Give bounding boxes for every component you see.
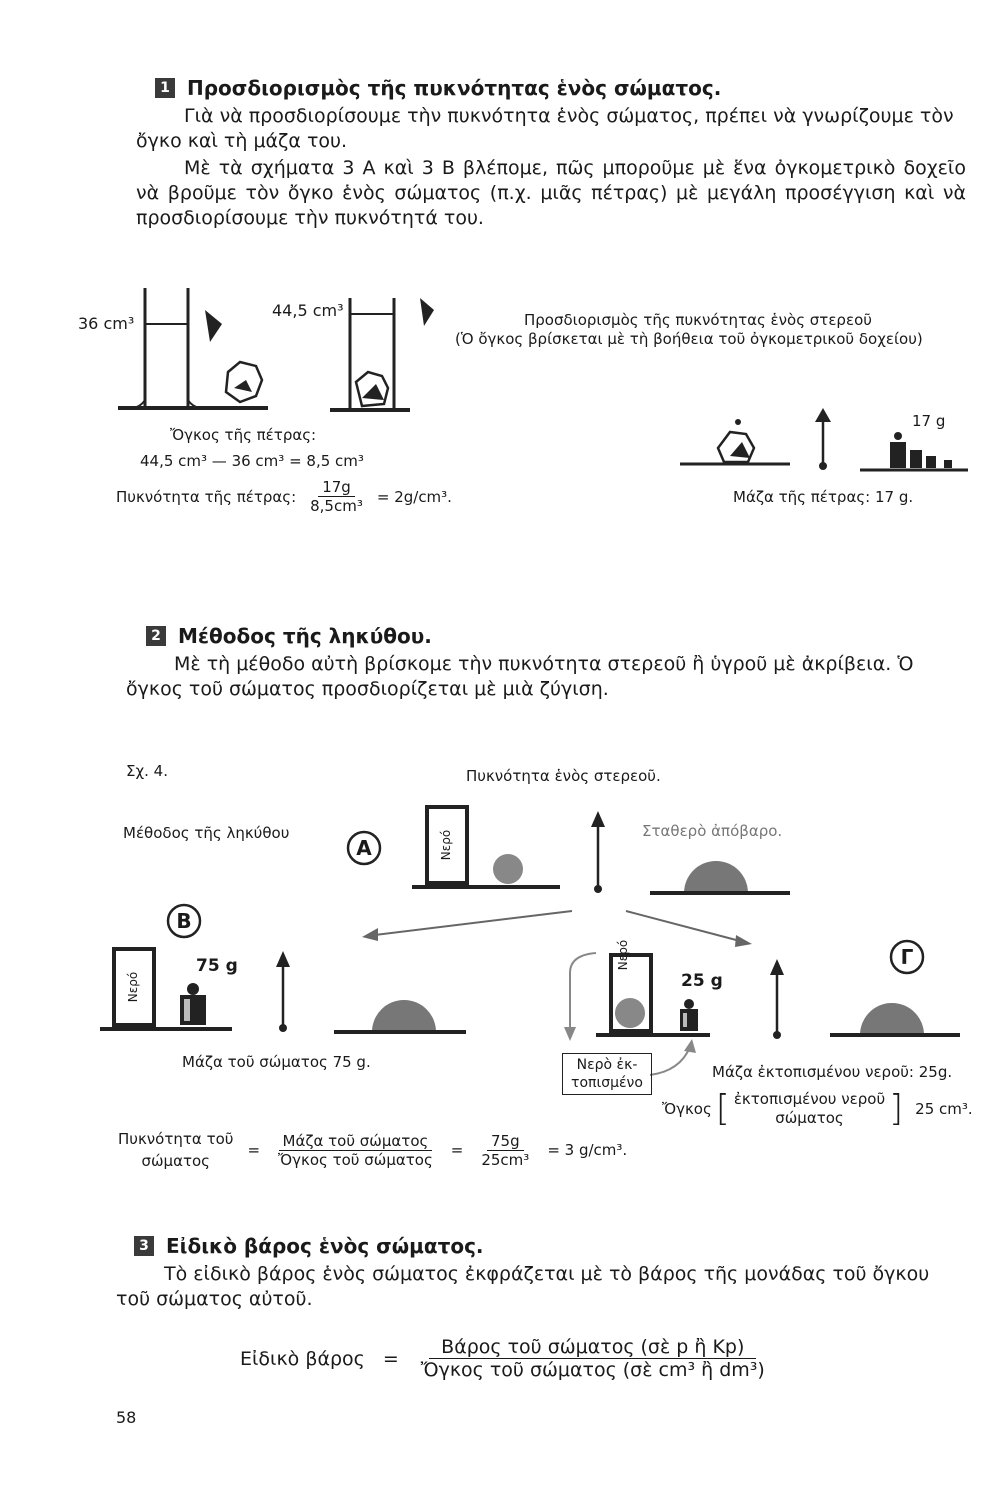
density-fraction-values — [477, 1132, 533, 1169]
specific-weight-eq: = — [382, 1347, 399, 1370]
displaced-water-box: Νερὸ ἐκ-τοπισμένο — [562, 1053, 652, 1095]
weight-75g-icon — [180, 983, 206, 1025]
section2-heading — [146, 624, 432, 648]
density-numerator-value: 75g — [487, 1132, 524, 1151]
tare-a — [684, 861, 748, 893]
specific-weight-numerator: Βάρος τοῦ σώματος (σὲ p ἢ Kp) — [429, 1336, 756, 1359]
specific-weight-fraction — [417, 1336, 769, 1381]
body-mass-label: Μάζα τοῦ σώματος 75 g. — [182, 1053, 371, 1071]
volume-label-36: 36 cm³ — [78, 314, 135, 333]
weights-icon — [860, 432, 968, 470]
figure3-caption-line2: (Ὁ ὄγκος βρίσκεται μὲ τὴ βοήθεια τοῦ ὀγκομετρικοῦ δοχείου) — [455, 330, 923, 348]
section1-para2: Μὲ τὰ σχήματα 3 Α καὶ 3 Β βλέπομε, πῶς μποροῦμε μὲ ἕνα ὀγκομετρικὸ δοχεῖο νὰ βροῦμε τὸν ὄγκο ἑνὸς σώματος (π.χ. μιᾶς πέτρας) μὲ μεγάλη προσέγγιση καὶ νὰ προσδιορίσουμε τὴν πυκνότητά του. — [136, 157, 966, 229]
displaced-water-mass-label: Μάζα ἐκτοπισμένου νεροῦ: 25g. — [712, 1063, 953, 1081]
section1-heading — [155, 76, 721, 100]
density-result: = 3 g/cm³. — [547, 1141, 628, 1159]
density-formula — [118, 1128, 627, 1172]
tare-label: Σταθερὸ ἀπόβαρο. — [642, 822, 783, 840]
eye-icon — [205, 310, 222, 342]
density-lhs-line1: Πυκνότητα τοῦ — [118, 1130, 234, 1148]
graduated-cylinder-1 — [118, 288, 215, 409]
stone-density-numerator: 17g — [318, 478, 355, 497]
specific-weight-lhs: Εἰδικὸ βάρος — [240, 1347, 365, 1370]
beaker-a-water: Νερό — [439, 829, 453, 861]
density-fraction-words — [274, 1132, 437, 1169]
section3-title: Εἰδικὸ βάρος ἑνὸς σώματος. — [166, 1234, 484, 1258]
stone-icon — [226, 362, 262, 402]
label-b-circle — [168, 905, 200, 937]
label-a-circle — [348, 832, 380, 864]
tare-g — [860, 1003, 924, 1035]
page-number: 58 — [116, 1408, 137, 1427]
section1-title: Προσδιορισμὸς τῆς πυκνότητας ἑνὸς σώματος. — [187, 76, 722, 100]
eye-icon — [420, 298, 434, 326]
weight-label-17g: 17 g — [912, 412, 946, 430]
density-denominator-words: Ὄγκος τοῦ σώματος — [278, 1150, 433, 1169]
volume-label-44-5: 44,5 cm³ — [272, 301, 344, 320]
label-b: Β — [176, 909, 192, 933]
section3-para: Τὸ εἰδικὸ βάρος ἑνὸς σώματος ἐκφράζεται μὲ τὸ βάρος τῆς μονάδας τοῦ ὄγκου τοῦ σώματος αὐτοῦ. — [116, 1263, 930, 1310]
weight-25g-label: 25 g — [681, 971, 723, 991]
specific-weight-denominator: Ὄγκος τοῦ σώματος (σὲ cm³ ἢ dm³) — [420, 1359, 765, 1381]
body-a-sphere — [493, 854, 523, 884]
figure3-caption-line1: Προσδιορισμὸς τῆς πυκνότητας ἑνὸς στερεοῦ — [524, 311, 872, 329]
volume-value: 25 cm³. — [915, 1100, 973, 1118]
label-a: Α — [356, 836, 372, 860]
density-eq2: = — [450, 1141, 464, 1159]
balance-arrow-icon — [815, 408, 831, 470]
figure4-number: Σχ. 4. — [126, 762, 168, 780]
beaker-g-water: Νερό — [616, 939, 630, 971]
section2-para: Μὲ τὴ μέθοδο αὐτὴ βρίσκομε τὴν πυκνότητα στερεοῦ ἢ ὑγροῦ μὲ ἀκρίβεια. Ὁ ὄγκος τοῦ σώματος προσδιορίζεται μὲ μιὰ ζύγιση. — [126, 653, 914, 700]
beaker-g — [611, 940, 651, 1031]
section1-number: 1 — [155, 78, 175, 98]
stone-volume-label: Ὄγκος τῆς πέτρας: — [170, 426, 317, 444]
label-g-circle — [891, 941, 923, 973]
balance-a-arrow — [591, 811, 605, 893]
volume-line2: σώματος — [775, 1109, 844, 1127]
stone-density-formula — [116, 478, 452, 515]
figure4-method-label: Μέθοδος τῆς ληκύθου — [123, 824, 290, 842]
stone-density-label: Πυκνότητα τῆς πέτρας: — [116, 487, 297, 506]
balance-b-arrow — [276, 951, 290, 1032]
weight-25g-icon — [680, 999, 698, 1031]
density-denominator-value: 25cm³ — [481, 1150, 530, 1169]
weight-75g-label: 75 g — [196, 956, 238, 976]
stone-density-denominator: 8,5cm³ — [310, 497, 363, 515]
label-g: Γ — [900, 945, 914, 969]
section2-title: Μέθοδος τῆς ληκύθου. — [178, 624, 432, 648]
figure4-diagram — [0, 795, 1004, 1105]
balance-g-arrow — [770, 959, 784, 1039]
stone-density-result: = 2g/cm³. — [376, 487, 452, 506]
figure4-title: Πυκνότητα ἑνὸς στερεοῦ. — [466, 767, 661, 785]
density-eq1: = — [247, 1141, 261, 1159]
volume-line1: ἐκτοπισμένου νεροῦ — [733, 1090, 886, 1108]
volume-word: Ὄγκος — [662, 1100, 712, 1118]
stone-volume-calc: 44,5 cm³ — 36 cm³ = 8,5 cm³ — [140, 452, 364, 470]
displaced-volume-statement: Ὄγκος [ ἐκτοπισμένου νεροῦ σώματος ] 25 cm³. — [662, 1088, 973, 1129]
beaker-a — [427, 807, 467, 883]
stone-mass-label: Μάζα τῆς πέτρας: 17 g. — [733, 488, 914, 506]
beaker-b — [114, 949, 154, 1025]
stone-on-scale-icon — [680, 419, 790, 464]
specific-weight-formula — [240, 1336, 769, 1381]
section2-number: 2 — [146, 626, 166, 646]
stone-density-fraction — [306, 478, 367, 515]
density-lhs-line2: σώματος — [141, 1152, 210, 1170]
tare-b — [372, 1000, 436, 1032]
section3-heading — [134, 1234, 484, 1258]
section1-para1: Γιὰ νὰ προσδιορίσουμε τὴν πυκνότητα ἑνὸς σώματος, πρέπει νὰ γνωρίζουμε τὸν ὄγκο καὶ τὴ μάζα του. — [136, 105, 954, 152]
beaker-b-water: Νερό — [126, 971, 140, 1003]
density-numerator-words: Μάζα τοῦ σώματος — [279, 1132, 433, 1151]
section3-number: 3 — [134, 1236, 154, 1256]
